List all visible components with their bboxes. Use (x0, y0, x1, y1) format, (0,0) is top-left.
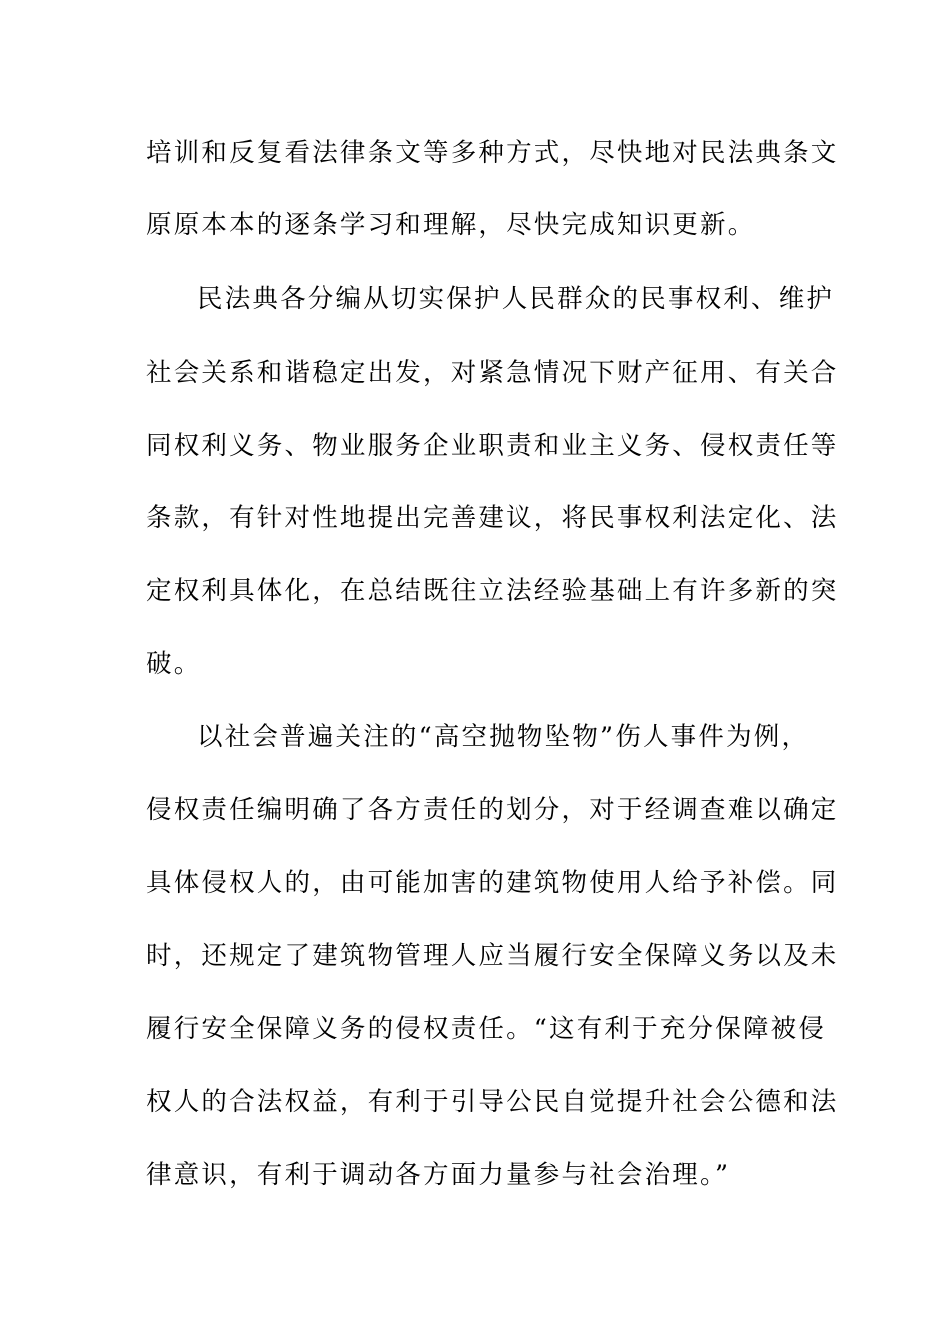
text-line: 定权利具体化，在总结既往立法经验基础上有许多新的突 (146, 576, 839, 606)
text-line: 律意识，有利于调动各方面力量参与社会治理。” (146, 1160, 731, 1190)
paragraph-first-line: 民法典各分编从切实保护人民群众的民事权利、维护 (197, 284, 835, 314)
text-line: 原原本本的逐条学习和理解，尽快完成知识更新。 (146, 210, 756, 240)
text-line: 具体侵权人的，由可能加害的建筑物使用人给予补偿。同 (146, 868, 839, 898)
paragraph-first-line: 以社会普遍关注的“高空抛物坠物”伤人事件为例， (197, 722, 810, 752)
text-line: 同权利义务、物业服务企业职责和业主义务、侵权责任等 (146, 431, 839, 461)
text-line: 社会关系和谐稳定出发，对紧急情况下财产征用、有关合 (146, 358, 839, 388)
text-line: 侵权责任编明确了各方责任的划分，对于经调查难以确定 (146, 795, 839, 825)
text-line: 培训和反复看法律条文等多种方式，尽快地对民法典条文 (146, 138, 839, 168)
text-line: 条款，有针对性地提出完善建议，将民事权利法定化、法 (146, 503, 839, 533)
text-line: 权人的合法权益，有利于引导公民自觉提升社会公德和法 (146, 1087, 839, 1117)
text-line: 破。 (146, 649, 202, 679)
text-line: 时，还规定了建筑物管理人应当履行安全保障义务以及未 (146, 941, 839, 971)
text-line: 履行安全保障义务的侵权责任。“这有利于充分保障被侵 (146, 1014, 827, 1044)
